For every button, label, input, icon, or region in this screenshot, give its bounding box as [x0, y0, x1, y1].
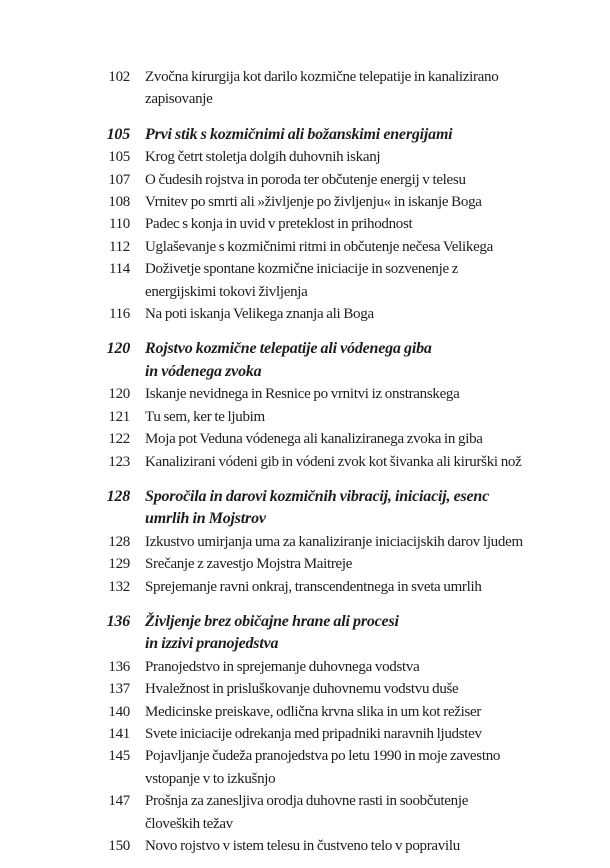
toc-entry-title [145, 678, 575, 700]
toc-entry [0, 428, 610, 450]
toc-entry-page-number: 145 [108, 748, 130, 765]
toc-entry [0, 406, 610, 428]
toc-entry-title [145, 428, 575, 450]
toc-entry-page-number: 136 [108, 658, 130, 675]
toc-entry-title-line: Tu sem, ker te ljubim [145, 408, 265, 425]
toc-entry-page-number: 102 [108, 69, 130, 85]
toc-entry-title-line: Doživetje spontane kozmične iniciacije in sozvenenje z [145, 261, 459, 278]
toc-entry-title [145, 66, 575, 111]
toc-heading-title-line: Rojstvo kozmične telepatije ali vódenega giba [145, 340, 432, 358]
toc-heading-title-line: Sporočila in darovi kozmičnih vibracij, iniciacij, esenc [145, 487, 490, 505]
toc-heading-title [145, 611, 575, 656]
toc-entry-page-number: 123 [108, 453, 130, 470]
toc-entry-title-line: Novo rojstvo v istem telesu in čustveno telo v popravilu [145, 838, 460, 854]
toc-entry-title [145, 383, 575, 405]
toc-heading-page-number: 136 [106, 612, 130, 630]
toc-heading-page-number: 105 [106, 125, 130, 143]
toc-entry-page-number: 147 [108, 793, 130, 810]
toc-entry-title-line: Krog četrt stoletja dolgih duhovnih iskanj [145, 149, 381, 166]
toc-entry-page-number: 114 [108, 261, 130, 278]
toc-entry-title [145, 146, 575, 168]
toc-entry [0, 701, 610, 723]
toc-entry-page-number: 108 [108, 194, 130, 211]
toc-entry-title-line: Svete iniciacije odrekanja med pripadniki naravnih ljudstev [145, 725, 482, 742]
toc-entry-title [145, 169, 575, 191]
toc-entry [0, 745, 610, 790]
toc-entry-title-line: Kanalizirani vódeni gib in vódeni zvok kot šivanka ali kirurški nož [145, 453, 522, 470]
toc-entry [0, 191, 610, 213]
toc-entry-title [145, 745, 575, 790]
toc-entry [0, 303, 610, 325]
toc-entry-title [145, 451, 575, 473]
toc-entry-page-number: 120 [108, 386, 130, 403]
toc-entry [0, 451, 610, 473]
toc-entry-title-line: Medicinske preiskave, odlična krvna slika in um kot režiser [145, 703, 482, 720]
toc-entry-title [145, 723, 575, 745]
toc-entry-title-line: zapisovanje [145, 91, 213, 108]
toc-entry-page-number: 112 [108, 238, 130, 255]
toc-entry-title [145, 701, 575, 723]
toc-section [0, 66, 610, 111]
toc-entry-title [145, 576, 575, 598]
toc-entry-page-number: 132 [108, 578, 130, 595]
toc-entry-title-line: Pranojedstvo in sprejemanje duhovnega vodstva [145, 658, 420, 675]
toc-entry-page-number: 105 [108, 149, 130, 166]
toc-heading-title-line: umrlih in Mojstrov [145, 510, 266, 528]
toc-entry-page-number: 137 [108, 681, 130, 698]
toc-entry-page-number: 116 [108, 306, 130, 323]
toc-entry [0, 678, 610, 700]
toc-entry [0, 383, 610, 405]
toc-heading-title-line: Življenje brez običajne hrane ali procesi [145, 612, 399, 630]
toc-entry-title-line: Zvočna kirurgija kot darilo kozmične telepatije in kanalizirano [145, 69, 499, 85]
toc-entry [0, 169, 610, 191]
toc-entry-title-line: Hvaležnost in prisluškovanje duhovnemu vodstvu duše [145, 681, 459, 698]
toc-entry-title [145, 213, 575, 235]
toc-heading-page-number: 128 [106, 487, 130, 505]
toc-entry-title [145, 191, 575, 213]
toc-entry-title [145, 406, 575, 428]
toc-entry-title-line: človeških težav [145, 815, 233, 832]
table-of-contents [0, 66, 610, 857]
toc-entry [0, 236, 610, 258]
toc-entry-page-number: 141 [108, 725, 130, 742]
toc-entry-title [145, 656, 575, 678]
toc-entry [0, 213, 610, 235]
toc-entry-title-line: Sprejemanje ravni onkraj, transcendentnega in sveta umrlih [145, 578, 482, 595]
toc-entry-title [145, 303, 575, 325]
toc-entry-title-line: Na poti iskanja Velikega znanja ali Boga [145, 306, 374, 323]
toc-entry [0, 723, 610, 745]
toc-entry-title [145, 790, 575, 835]
toc-entry-title [145, 258, 575, 303]
toc-entry-title-line: Pojavljanje čudeža pranojedstva po letu 1990 in moje zavestno [145, 748, 501, 765]
toc-entry [0, 258, 610, 303]
toc-entry-title-line: Vrnitev po smrti ali »življenje po življenju« in iskanje Boga [145, 194, 482, 211]
toc-section [0, 124, 610, 326]
toc-section-heading [0, 338, 610, 383]
toc-heading-page-number: 120 [106, 340, 130, 358]
toc-entry-page-number: 129 [108, 556, 130, 573]
toc-section [0, 611, 610, 857]
toc-heading-title-line: Prvi stik s kozmičnimi ali božanskimi energijami [145, 125, 453, 143]
toc-heading-title-line: in izzivi pranojedstva [145, 635, 279, 653]
toc-entry [0, 790, 610, 835]
toc-entry [0, 66, 610, 111]
toc-entry [0, 835, 610, 857]
toc-section [0, 338, 610, 472]
toc-entry-page-number: 110 [108, 216, 130, 233]
toc-entry-title-line: Moja pot Veduna vódenega ali kanaliziranega zvoka in giba [145, 431, 483, 448]
toc-entry [0, 553, 610, 575]
toc-entry-page-number: 121 [108, 408, 130, 425]
toc-entry-title-line: energijskimi tokovi življenja [145, 283, 308, 300]
toc-entry-title [145, 835, 575, 857]
toc-heading-title [145, 486, 575, 531]
toc-section-heading [0, 486, 610, 531]
toc-entry-title-line: Srečanje z zavestjo Mojstra Maitreje [145, 556, 353, 573]
toc-section [0, 486, 610, 598]
toc-entry [0, 531, 610, 553]
toc-entry-page-number: 122 [108, 431, 130, 448]
toc-entry-title-line: Izkustvo umirjanja uma za kanaliziranje iniciacijskih darov ljudem [145, 533, 523, 550]
toc-entry-page-number: 150 [108, 838, 130, 854]
toc-entry-page-number: 107 [108, 171, 130, 188]
toc-section-heading [0, 611, 610, 656]
toc-entry [0, 576, 610, 598]
toc-section-heading [0, 124, 610, 146]
toc-entry-page-number: 140 [108, 703, 130, 720]
toc-entry-title-line: Padec s konja in uvid v preteklost in prihodnost [145, 216, 413, 233]
toc-entry [0, 656, 610, 678]
toc-heading-title [145, 338, 575, 383]
toc-entry-title-line: Iskanje nevidnega in Resnice po vrnitvi iz onstranskega [145, 386, 460, 403]
toc-heading-title-line: in vódenega zvoka [145, 362, 262, 380]
toc-entry-title [145, 236, 575, 258]
toc-entry-page-number: 128 [108, 533, 130, 550]
toc-entry-title-line: vstopanje v to izkušnjo [145, 770, 276, 787]
toc-entry [0, 146, 610, 168]
toc-entry-title-line: Prošnja za zanesljiva orodja duhovne rasti in soobčutenje [145, 793, 469, 810]
toc-entry-title [145, 531, 575, 553]
toc-entry-title [145, 553, 575, 575]
toc-entry-title-line: Uglaševanje s kozmičnimi ritmi in občutenje nečesa Velikega [145, 238, 493, 255]
toc-entry-title-line: O čudesih rojstva in poroda ter občutenje energij v telesu [145, 171, 466, 188]
toc-heading-title [145, 124, 575, 146]
